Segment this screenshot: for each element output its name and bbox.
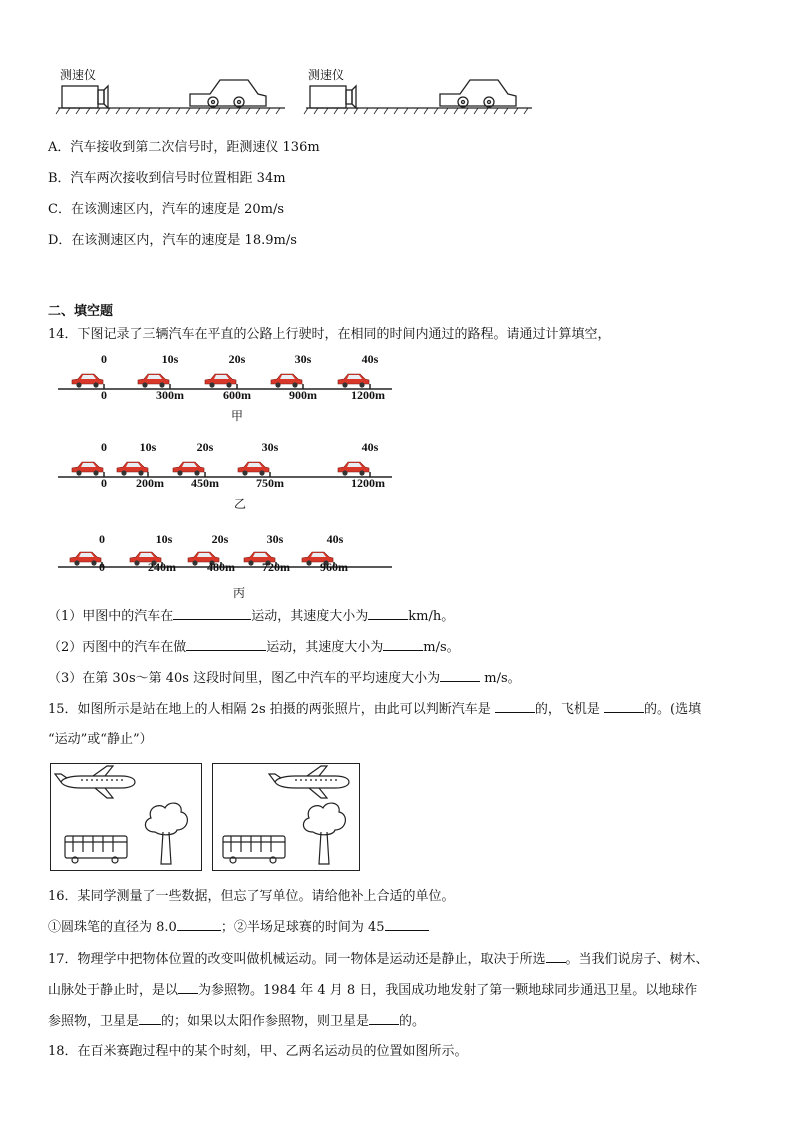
diagram-yi: [0, 438, 793, 518]
q15-text-a: 15．如图所示是站在地上的人相隔 2s 拍摄的两张照片，由此可以判断汽车是: [48, 702, 495, 717]
answer-blank[interactable]: [383, 638, 423, 651]
answer-blank[interactable]: [173, 607, 251, 620]
q16-text-b: ；②半场足球赛的时间为 45: [220, 920, 385, 935]
bing-dist-3: 720m: [262, 560, 290, 574]
q14-sub1: [48, 607, 454, 626]
car-icon: [70, 460, 104, 476]
bing-time-30: 30s: [266, 532, 284, 546]
q15-line2: “运动”或“静止”）: [48, 732, 153, 747]
bing-time-0: 0: [99, 532, 105, 546]
radar-ground-drawing: [40, 72, 540, 122]
jia-caption: 甲: [231, 409, 244, 423]
q14-sub1-text-b: 运动，其速度大小为: [251, 609, 369, 624]
yi-dist-2: 450m: [191, 476, 219, 490]
q17-line3: [48, 1012, 425, 1031]
jia-time-40: 40s: [361, 352, 379, 366]
jia-dist-2: 600m: [223, 388, 251, 402]
answer-blank[interactable]: [368, 607, 408, 620]
car-icon: [236, 460, 270, 476]
section-heading: 二、填空题: [48, 304, 114, 319]
jia-dist-1: 300m: [156, 388, 184, 402]
yi-time-20: 20s: [196, 440, 214, 454]
bing-dist-2: 480m: [207, 560, 235, 574]
car-icon: [70, 372, 104, 388]
q14-sub3-text-a: （3）在第 30s～第 40s 这段时间里，图乙中汽车的平均速度大小为: [48, 671, 441, 686]
q14-sub1-text-a: （1）甲图中的汽车在: [48, 609, 174, 624]
car-icon: [203, 372, 237, 388]
q17-text-b: 。当我们说房子、树木、: [565, 952, 709, 967]
yi-dist-1: 200m: [136, 476, 164, 490]
q16-parts: [48, 918, 429, 937]
option-c: C．在该测速区内，汽车的速度是 20m/s: [48, 202, 284, 217]
car-icon: [136, 372, 170, 388]
q14-sub3: [48, 669, 521, 688]
speed-meter-label-left: 测速仪: [60, 68, 97, 82]
car-icon: [336, 460, 370, 476]
jia-time-30: 30s: [294, 352, 312, 366]
yi-time-10: 10s: [139, 440, 157, 454]
bing-dist-0: 0: [99, 560, 105, 574]
bing-caption: 丙: [233, 586, 246, 600]
q14-sub2-text-b: 运动，其速度大小为: [266, 640, 384, 655]
bing-dist-4: 960m: [320, 560, 348, 574]
q15-text-c: 的。(选填: [644, 702, 702, 717]
q16-stem: 16．某同学测量了一些数据，但忘了写单位。请给他补上合适的单位。: [48, 889, 455, 904]
q17-text-d: 为参照物。1984 年 4 月 8 日，我国成功地发射了第一颗地球同步通迅卫星。以地球作: [198, 983, 698, 998]
q17-line2: [48, 981, 697, 1000]
jia-time-10: 10s: [161, 352, 179, 366]
answer-blank[interactable]: [369, 1012, 399, 1025]
yi-dist-0: 0: [101, 476, 107, 490]
q17-text-c: 山脉处于静止时，是以: [48, 983, 179, 998]
diagram-bing: [0, 530, 793, 610]
q14-sub2: [48, 638, 460, 657]
bing-time-40: 40s: [326, 532, 344, 546]
q17-text-e: 参照物，卫星是: [48, 1014, 140, 1029]
car-icon: [115, 460, 149, 476]
answer-blank[interactable]: [139, 1012, 161, 1025]
q16-text-a: ①圆珠笔的直径为 8.0: [48, 920, 177, 935]
jia-dist-3: 900m: [289, 388, 317, 402]
q17-text-g: 的。: [399, 1014, 426, 1029]
option-b: B．汽车两次接收到信号时位置相距 34m: [48, 171, 286, 186]
q14-sub3-text-c: m/s。: [480, 671, 521, 686]
yi-caption: 乙: [234, 497, 247, 511]
yi-time-40: 40s: [361, 440, 379, 454]
car-icon: [68, 550, 102, 566]
q14-sub2-text-c: m/s。: [423, 640, 460, 655]
q15-line1: [48, 700, 701, 719]
diagram-jia: [0, 350, 793, 430]
bing-dist-1: 240m: [148, 560, 176, 574]
yi-time-30: 30s: [261, 440, 279, 454]
answer-blank[interactable]: [546, 950, 566, 963]
answer-blank[interactable]: [178, 981, 198, 994]
answer-blank[interactable]: [177, 918, 221, 931]
jia-time-0: 0: [101, 352, 107, 366]
yi-dist-4: 1200m: [351, 476, 385, 490]
q17-text-f: 的；如果以太阳作参照物，则卫星是: [161, 1014, 370, 1029]
jia-dist-0: 0: [101, 388, 107, 402]
car-icon: [336, 372, 370, 388]
car-icon: [171, 460, 205, 476]
photo-2-drawing: [213, 764, 359, 870]
answer-blank[interactable]: [186, 638, 266, 651]
q18-stem: 18．在百米赛跑过程中的某个时刻，甲、乙两名运动员的位置如图所示。: [48, 1044, 468, 1059]
radar-figure: [0, 0, 793, 125]
answer-blank[interactable]: [604, 700, 644, 713]
q14-sub1-text-c: km/h。: [408, 609, 455, 624]
q17-text-a: 17．物理学中把物体位置的改变叫做机械运动。同一物体是运动还是静止，取决于所选: [48, 952, 546, 967]
bing-time-10: 10s: [155, 532, 173, 546]
jia-dist-4: 1200m: [351, 388, 385, 402]
option-a: A．汽车接收到第二次信号时，距测速仪 136m: [48, 140, 320, 155]
yi-time-0: 0: [101, 440, 107, 454]
answer-blank[interactable]: [385, 918, 429, 931]
bing-time-20: 20s: [211, 532, 229, 546]
speed-meter-label-right: 测速仪: [308, 68, 345, 82]
photo-1-drawing: [51, 764, 201, 870]
q15-text-b: 的，飞机是: [534, 702, 605, 717]
option-d: D．在该测速区内，汽车的速度是 18.9m/s: [48, 233, 297, 248]
q17-line1: [48, 950, 709, 969]
photo-frame-2: [212, 763, 360, 871]
yi-dist-3: 750m: [256, 476, 284, 490]
q14-stem: 14．下图记录了三辆汽车在平直的公路上行驶时，在相同的时间内通过的路程。请通过计算填空，: [48, 327, 611, 342]
answer-blank[interactable]: [495, 700, 535, 713]
q14-sub2-text-a: （2）丙图中的汽车在做: [48, 640, 187, 655]
jia-time-20: 20s: [228, 352, 246, 366]
answer-blank[interactable]: [440, 669, 480, 682]
car-icon: [269, 372, 303, 388]
photo-frame-1: [50, 763, 202, 871]
